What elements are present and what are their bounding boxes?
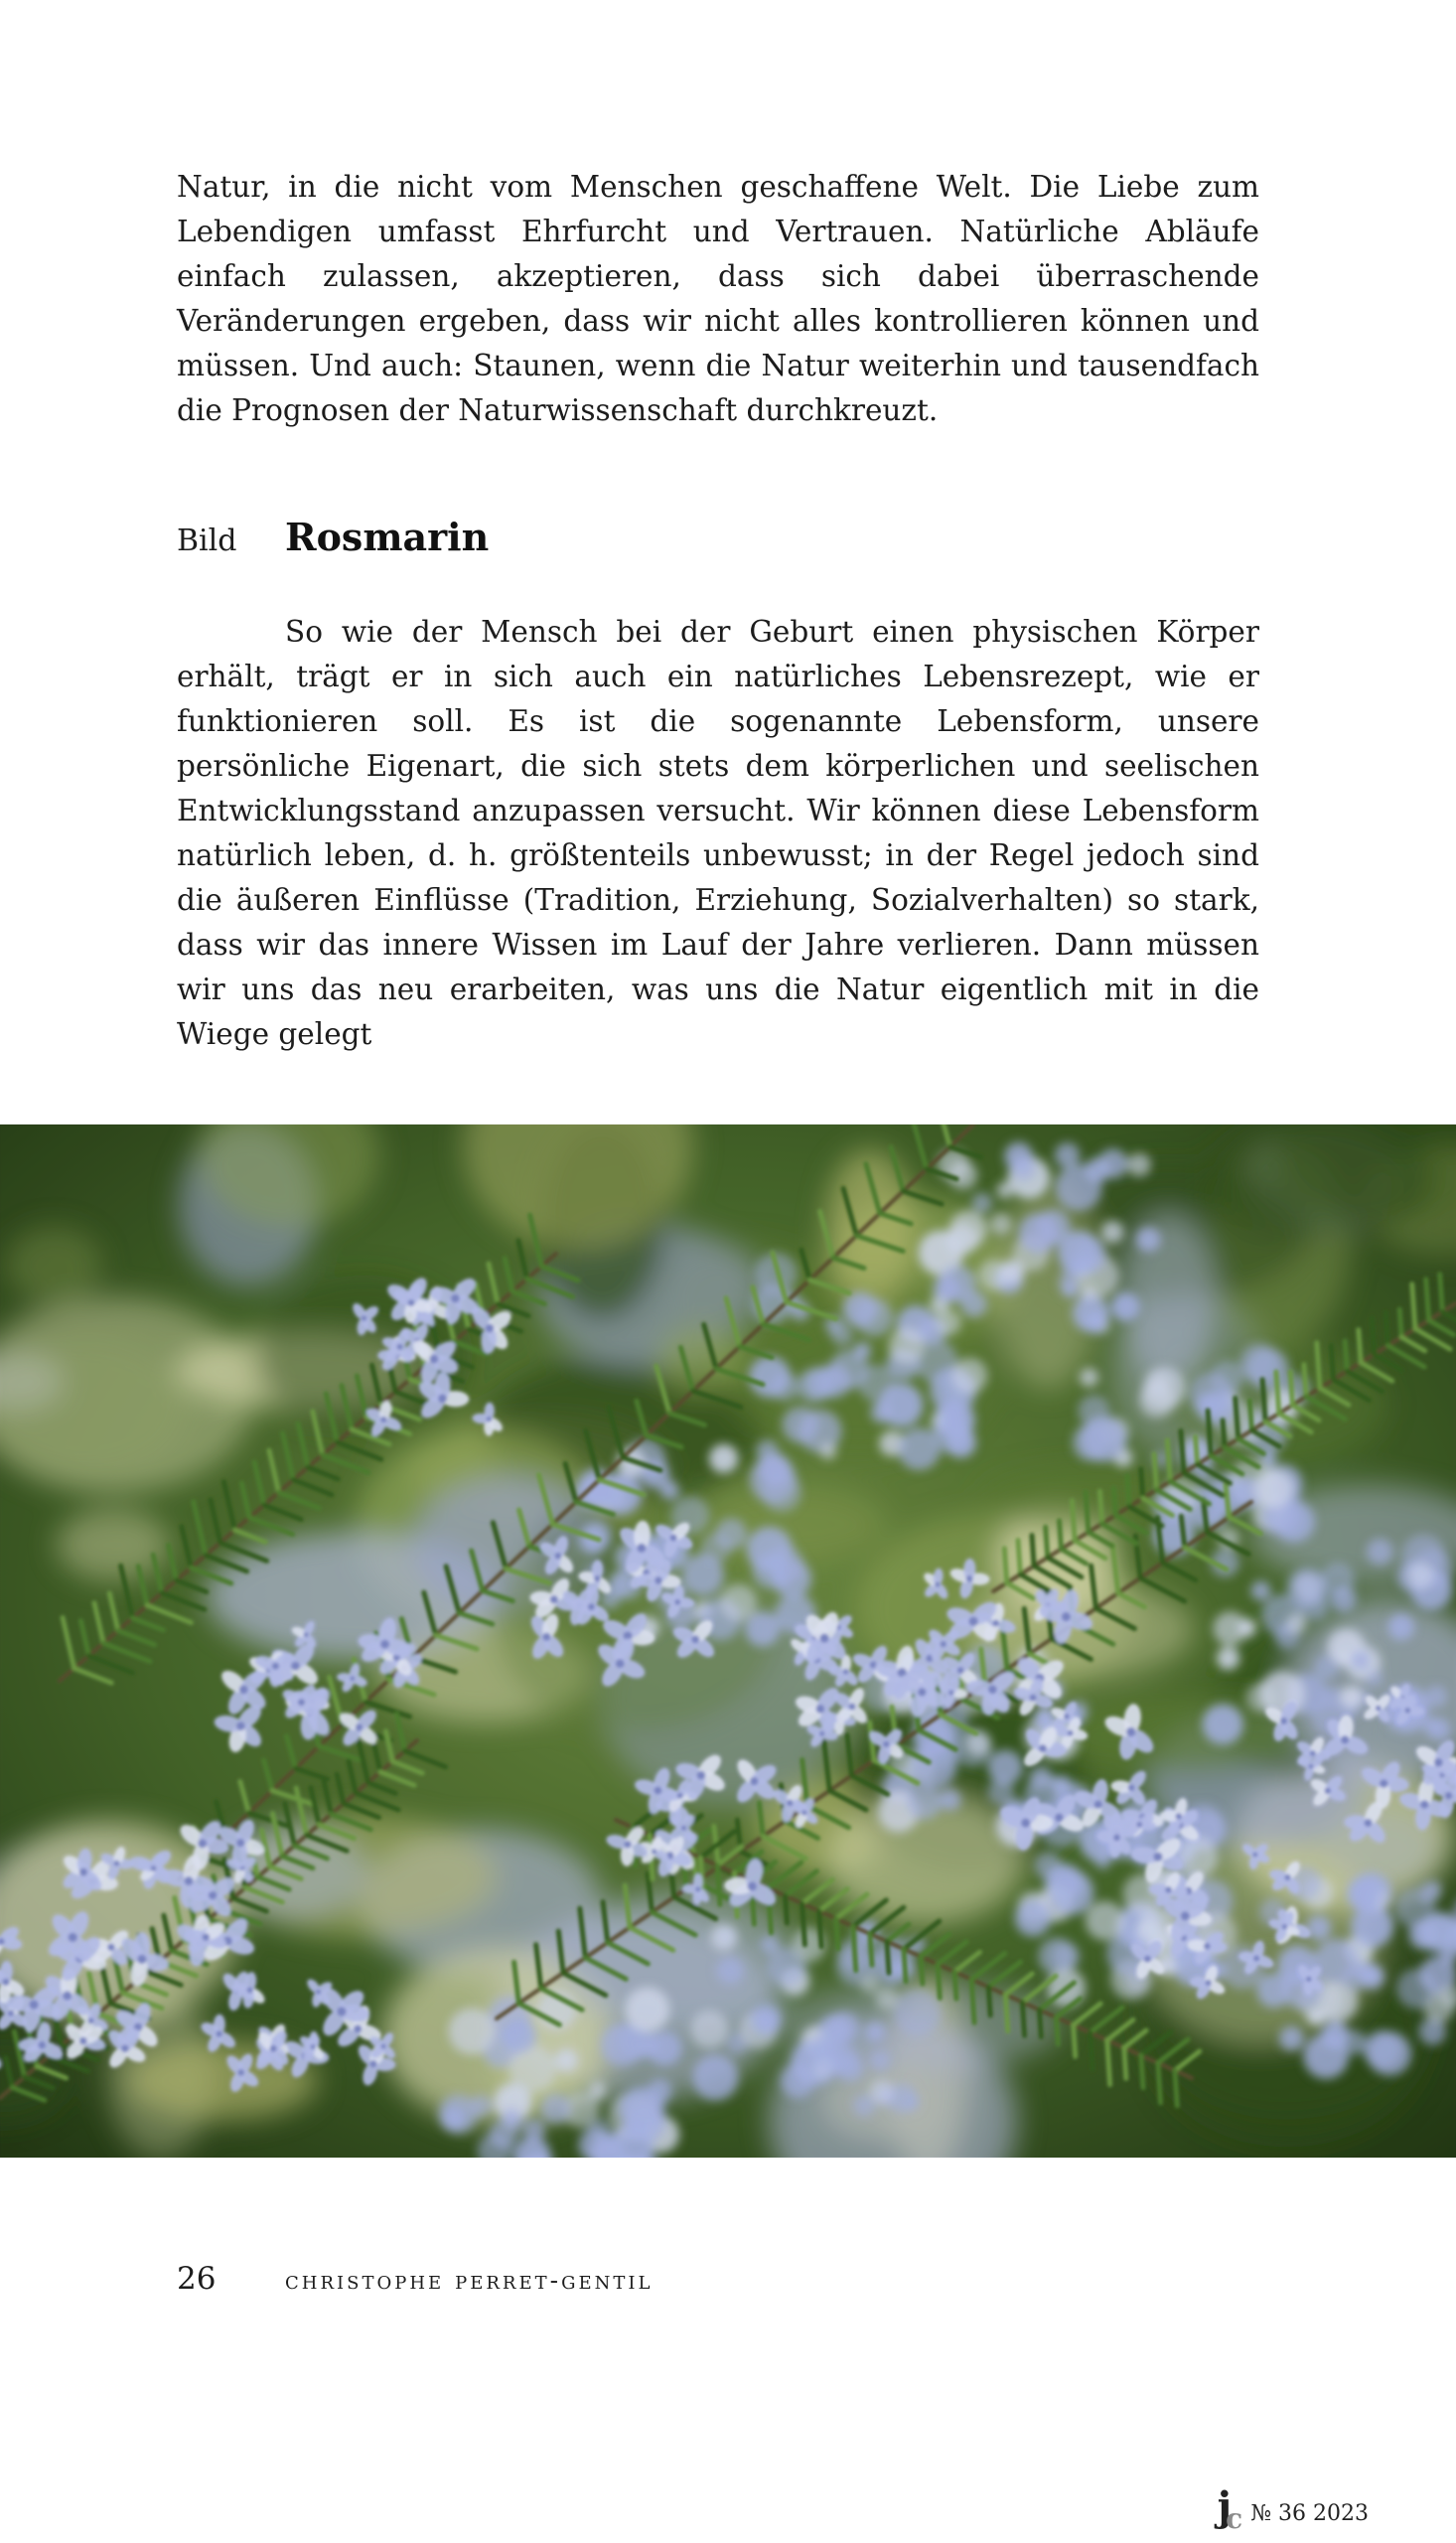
journal-logo-j: j: [1217, 2483, 1227, 2530]
body-paragraph: [177, 610, 1259, 1057]
intro-paragraph: Natur, in die nicht vom Menschen geschaffene Welt. Die Liebe zum Lebendigen umfasst Ehrfurcht und Vertrauen. Natürliche Abläufe einfach zulassen, akzeptieren, dass sich dabei überraschende Veränderungen ergeben, dass wir nicht alles kontrollieren können und müssen. Und auch: Staunen, wenn die Natur weiterhin und tausendfach die Prognosen der Naturwissenschaft durchkreuzt.: [177, 170, 1259, 427]
section-heading: [177, 515, 489, 574]
page-number: 26: [177, 2261, 217, 2297]
rosemary-photo: [0, 1124, 1456, 2158]
section-label: Bild: [177, 524, 237, 558]
journal-logo-c: c: [1226, 2502, 1238, 2535]
journal-logo: [1217, 2483, 1238, 2535]
section-title: Rosmarin: [285, 515, 490, 559]
body-paragraph-text: So wie der Mensch bei der Geburt einen physischen Körper erhält, trägt er in sich auch ein natürliches Lebensrezept, wie er funktionieren soll. Es ist die sogenannte Lebensform, unsere persönliche Eigenart, die sich stets dem körperlichen und seelischen Entwicklungsstand anzupassen versucht. Wir können diese Lebensform natürlich leben, d. h. größtenteils unbewusst; in der Regel jedoch sind die äußeren Einflüsse (Tradition, Erziehung, Sozialverhalten) so stark, dass wir das innere Wissen im Lauf der Jahre verlieren. Dann müssen wir uns das neu erarbeiten, was uns die Natur eigentlich mit in die Wiege gelegt: [177, 615, 1259, 1051]
author-name: christophe perret-gentil: [285, 2266, 654, 2295]
issue-mark: [1217, 2483, 1369, 2535]
issue-number: № 36 2023: [1250, 2501, 1369, 2526]
page-footer: [177, 2261, 653, 2305]
